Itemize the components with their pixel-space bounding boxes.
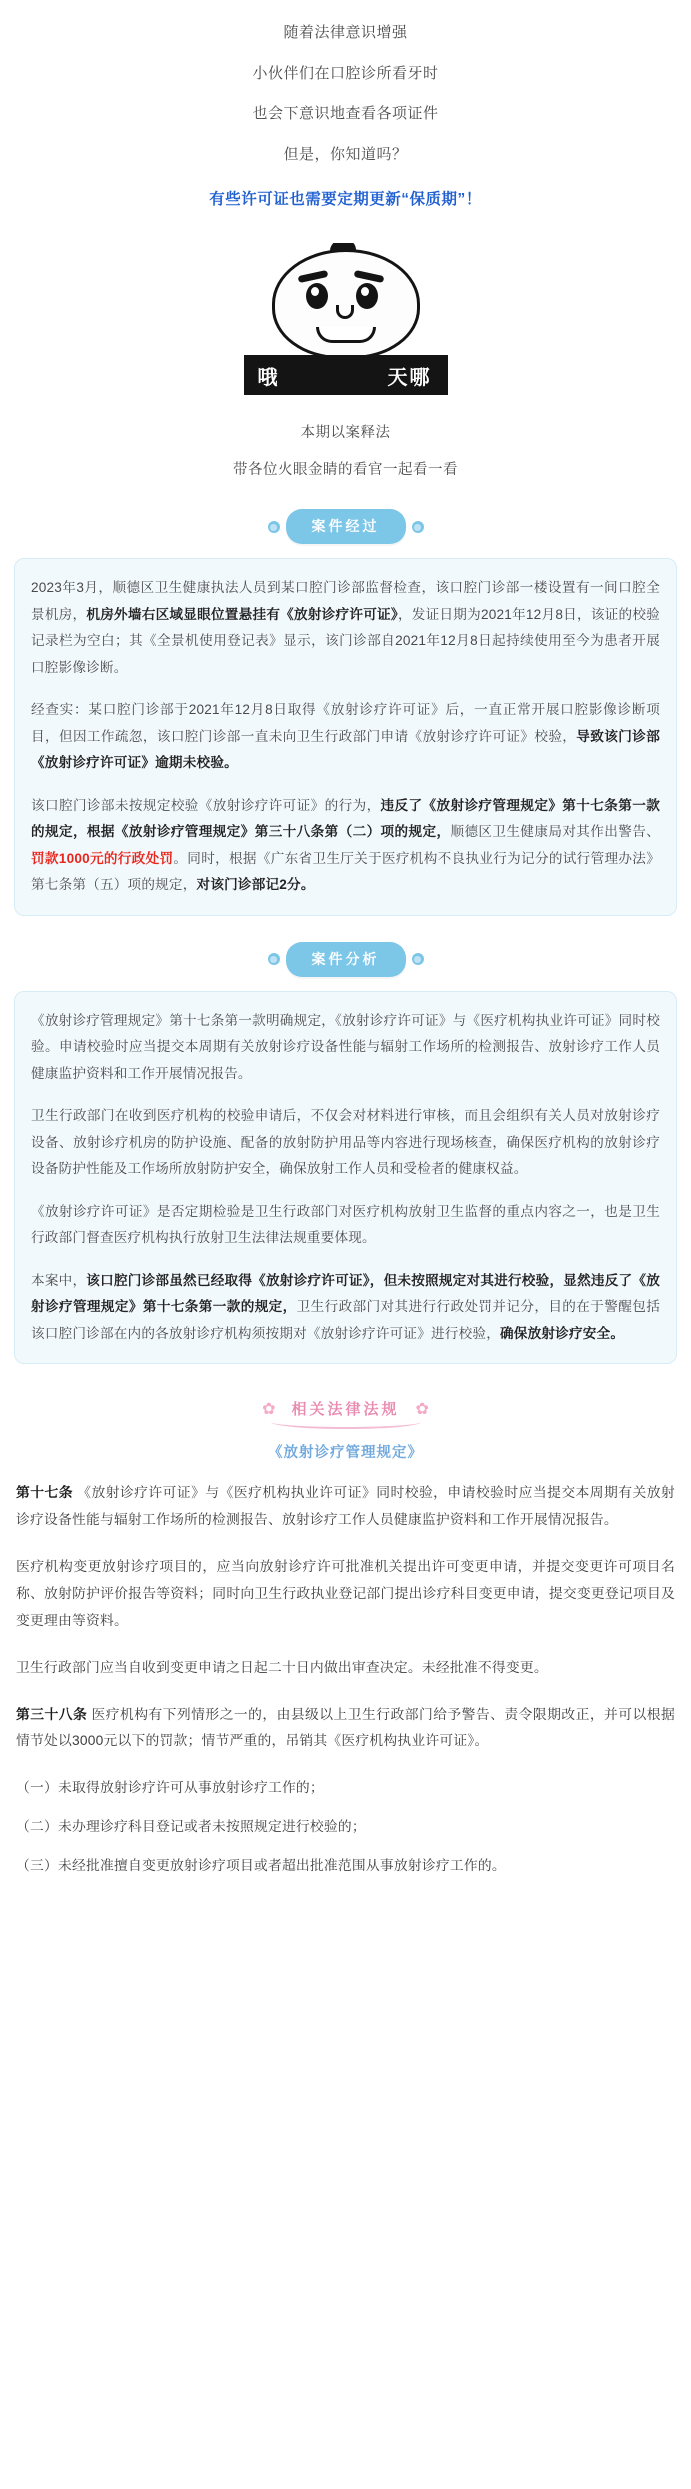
meme-caption-left: 哦	[257, 367, 280, 390]
law-article-label: 第十七条	[16, 1485, 73, 1501]
pill-ear-left-icon	[268, 521, 280, 533]
law-article-text: （一）未取得放射诊疗许可从事放射诊疗工作的；	[16, 1780, 324, 1796]
meme-illustration	[244, 243, 448, 395]
law-article-text: （三）未经批准擅自变更放射诊疗项目或者超出批准范围从事放射诊疗工作的。	[16, 1858, 506, 1874]
section-title-text: 案件分析	[311, 950, 380, 967]
section-title-pill	[286, 509, 406, 544]
intro-line-4: 但是，你知道吗？	[283, 145, 408, 163]
related-law-title: 相关法律法规	[291, 1401, 400, 1419]
law-paragraph-2	[16, 1554, 675, 1635]
law-paragraph-1	[16, 1480, 675, 1534]
case-process-paragraph-1: 2023年3月，顺德区卫生健康执法人员到某口腔门诊部监督检查，该口腔门诊部一楼设置有一间口腔全景机房，机房外墙右区域显眼位置悬挂有《放射诊疗许可证》，发证日期为2021年12月8日，该证的校验记录栏为空白；其《全景机使用登记表》显示，该门诊部自2021年12月8日起持续使用至今为患者开展口腔影像诊断。	[31, 580, 660, 675]
meme-caption-bar	[244, 355, 448, 395]
meme-mouth-icon	[316, 327, 376, 343]
law-article-text: 《放射诊疗许可证》与《医疗机构执业许可证》同时校验，申请校验时应当提交本周期有关放射诊疗设备性能与辐射工作场所的检测报告、放射诊疗工作人员健康监护资料和工作开展情况报告。	[16, 1485, 675, 1528]
law-article-text: 医疗机构变更放射诊疗项目的，应当向放射诊疗许可批准机关提出许可变更申请，并提交变更许可项目名称、放射防护评价报告等资料；同时向卫生行政执业登记部门提出诊疗科目变更申请，提交变更登记项目及变更理由等资料。	[16, 1559, 675, 1628]
intro-line-2: 小伙伴们在口腔诊所看牙时	[252, 64, 439, 82]
case-analysis-card	[14, 991, 677, 1365]
related-law-subtitle: 《放射诊疗管理规定》	[268, 1445, 423, 1462]
section-header-related-law	[0, 1398, 691, 1419]
case-analysis-paragraph-2: 卫生行政部门在收到医疗机构的校验申请后，不仅会对材料进行审核，而且会组织有关人员对放射诊疗设备、放射诊疗机房的防护设施、配备的放射防护用品等内容进行现场核查，确保医疗机构的放射诊疗设备防护性能及工作场所放射防护安全，确保放射工作人员和受检者的健康权益。	[31, 1108, 660, 1177]
meme-caption-right: 天哪	[387, 367, 432, 390]
flower-right-icon: ✿	[415, 1400, 429, 1418]
flower-left-icon: ✿	[262, 1400, 276, 1418]
subtitle-line-1: 本期以案释法	[300, 425, 391, 442]
pill-ear-right-icon	[412, 521, 424, 533]
section-header-case-process	[0, 509, 691, 544]
case-process-paragraph-3: 该口腔门诊部未按规定校验《放射诊疗许可证》的行为，违反了《放射诊疗管理规定》第十七条第一款的规定，根据《放射诊疗管理规定》第三十八条第（二）项的规定，顺德区卫生健康局对其作出警告、罚款1000元的行政处罚。同时，根据《广东省卫生厅关于医疗机构不良执业行为记分的试行管理办法》第七条第（五）项的规定，对该门诊部记2分。	[31, 797, 661, 893]
law-list-item-2	[16, 1814, 675, 1841]
meme-eye-left-icon	[306, 283, 328, 309]
meme-image	[0, 243, 691, 395]
case-process-card	[14, 558, 677, 916]
subtitle-line-2: 带各位火眼金睛的看官一起看一看	[233, 462, 458, 479]
law-article-label: 第三十八条	[16, 1706, 88, 1722]
law-paragraph-3	[16, 1655, 675, 1682]
section-title-pill	[286, 942, 406, 977]
underline-decoration	[271, 1415, 421, 1429]
case-process-paragraph-2: 经查实：某口腔门诊部于2021年12月8日取得《放射诊疗许可证》后，一直正常开展口腔影像诊断项目，但因工作疏忽，该口腔门诊部一直未向卫生行政部门申请《放射诊疗许可证》校验，导致该门诊部《放射诊疗许可证》逾期未校验。	[31, 702, 661, 771]
meme-eye-right-icon	[356, 283, 378, 309]
law-paragraph-4	[16, 1702, 675, 1756]
law-article-text: 卫生行政部门应当自收到变更申请之日起二十日内做出审查决定。未经批准不得变更。	[16, 1659, 548, 1675]
intro-block	[0, 18, 691, 229]
law-article-text: （二）未办理诊疗科目登记或者未按照规定进行校验的；	[16, 1819, 366, 1835]
subtitle-block	[0, 421, 691, 479]
pill-ear-right-icon	[412, 953, 424, 965]
case-analysis-paragraph-1: 《放射诊疗管理规定》第十七条第一款明确规定，《放射诊疗许可证》与《医疗机构执业许可证》同时校验。申请校验时应当提交本周期有关放射诊疗设备性能与辐射工作场所的检测报告、放射诊疗工作人员健康监护资料和工作开展情况报告。	[31, 1012, 660, 1081]
case-analysis-paragraph-4: 本案中，该口腔门诊部虽然已经取得《放射诊疗许可证》，但未按照规定对其进行校验，显然违反了《放射诊疗管理规定》第十七条第一款的规定，卫生行政部门对其进行行政处罚并记分，目的在于警醒包括该口腔门诊部在内的各放射诊疗机构须按期对《放射诊疗许可证》进行校验，确保放射诊疗安全。	[31, 1272, 660, 1341]
intro-line-1: 随着法律意识增强	[283, 24, 408, 41]
related-law-body	[0, 1480, 691, 1880]
law-list-item-3	[16, 1853, 675, 1880]
law-article-text: 医疗机构有下列情形之一的，由县级以上卫生行政部门给予警告、责令限期改正，并可以根据情节处以3000元以下的罚款；情节严重的，吊销其《医疗机构执业许可证》。	[16, 1706, 676, 1749]
intro-line-3: 也会下意识地查看各项证件	[252, 105, 439, 122]
case-analysis-paragraph-3: 《放射诊疗许可证》是否定期检验是卫生行政部门对医疗机构放射卫生监督的重点内容之一，也是卫生行政部门督查医疗机构执行放射卫生法律法规重要体现。	[31, 1203, 660, 1246]
law-list-item-1	[16, 1775, 675, 1802]
section-title-text: 案件经过	[311, 518, 380, 535]
intro-highlight: 有些许可证也需要定期更新“保质期”！	[209, 191, 482, 208]
section-header-case-analysis	[0, 942, 691, 977]
pill-ear-left-icon	[268, 953, 280, 965]
